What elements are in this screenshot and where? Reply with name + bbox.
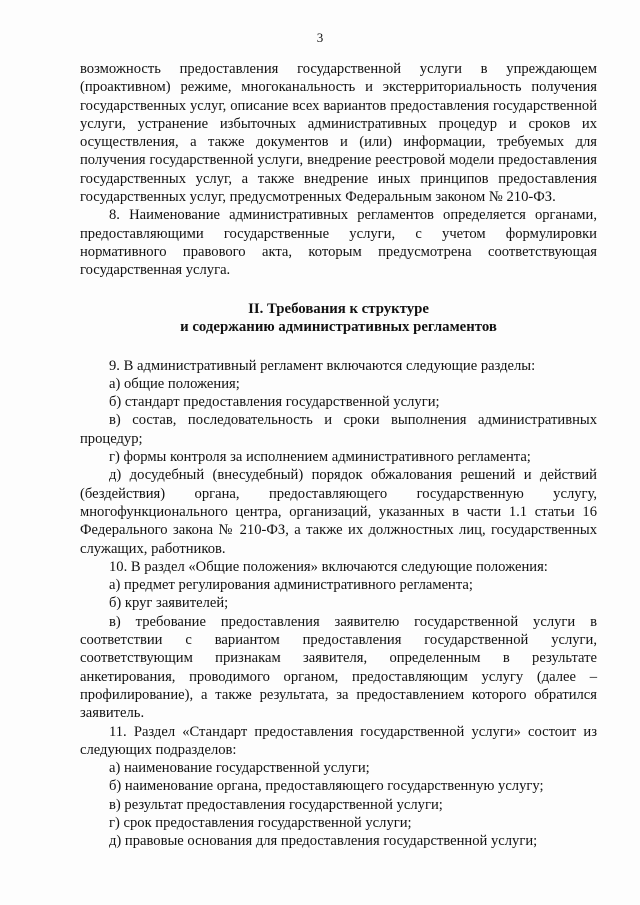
paragraph-9: 9. В административный регламент включаются следующие разделы: bbox=[109, 357, 536, 374]
paragraph-10: 10. В раздел «Общие положения» включаются следующие положения: bbox=[109, 558, 548, 575]
paragraph-9-item-d: д) досудебный (внесудебный) порядок обжалования решений и действий (бездействия) органа, предоставляющего государственную услугу, многофункционального центра, организаций, указанных в части 1.1 статьи 16 Федерального закона № 210-ФЗ, а также их должностных лиц, государственных служащих, работников. bbox=[80, 467, 597, 557]
paragraph-11-item-v: в) результат предоставления государственной услуги; bbox=[109, 796, 443, 813]
paragraph-10-item-v: в) требование предоставления заявителю государственной услуги в соответствии с вариантом предоставления государственной услуги, соответствующим признакам заявителя, определенным в результате анкетирования, проводимого органом, предоставляющим услугу (далее – профилирование), а также результата, за предоставлением которого обратился заявитель. bbox=[80, 613, 597, 722]
section-heading-line-2: и содержанию административных регламентов bbox=[180, 319, 497, 336]
paragraph-10-item-a: а) предмет регулирования административного регламента; bbox=[109, 577, 473, 594]
paragraph-11: 11. Раздел «Стандарт предоставления государственной услуги» состоит из следующих подразделов: bbox=[80, 723, 597, 758]
paragraph-11-item-g: г) срок предоставления государственной услуги; bbox=[109, 814, 412, 831]
section-heading-line-1: II. Требования к структуре bbox=[248, 300, 429, 317]
paragraph-8: 8. Наименование административных регламентов определяется органами, предоставляющими государственные услуги, с учетом формулировки нормативного правового акта, которым предусмотрена соответствующая государственная услуга. bbox=[80, 207, 597, 279]
paragraph-11-item-d: д) правовые основания для предоставления государственной услуги; bbox=[109, 833, 538, 850]
paragraph-10-item-b: б) круг заявителей; bbox=[109, 595, 229, 612]
paragraph-11-item-a: а) наименование государственной услуги; bbox=[109, 760, 370, 777]
page-number: 3 bbox=[316, 30, 324, 45]
paragraph-9-item-v: в) состав, последовательность и сроки выполнения административных процедур; bbox=[80, 412, 597, 447]
paragraph-9-item-g: г) формы контроля за исполнением административного регламента; bbox=[109, 449, 531, 466]
paragraph-9-item-a: а) общие положения; bbox=[109, 375, 240, 392]
paragraph-9-item-b: б) стандарт предоставления государственной услуги; bbox=[109, 394, 440, 411]
section-heading bbox=[80, 300, 597, 337]
paragraph-11-item-b: б) наименование органа, предоставляющего государственную услугу; bbox=[109, 778, 544, 795]
paragraph-7-continuation: возможность предоставления государственной услуги в упреждающем (проактивном) режиме, многоканальность и экстерриториальность получения государственных услуг, описание всех вариантов предоставления государственной услуги, устранение избыточных административных процедур и сроков их осуществления, а также документов и (или) информации, требуемых для получения государственной услуги, внедрение реестровой модели предоставления государственных услуг, а также внедрение иных принципов предоставления государственных услуг, предусмотренных Федеральным законом № 210-ФЗ. bbox=[80, 61, 597, 206]
document-body bbox=[80, 60, 597, 851]
